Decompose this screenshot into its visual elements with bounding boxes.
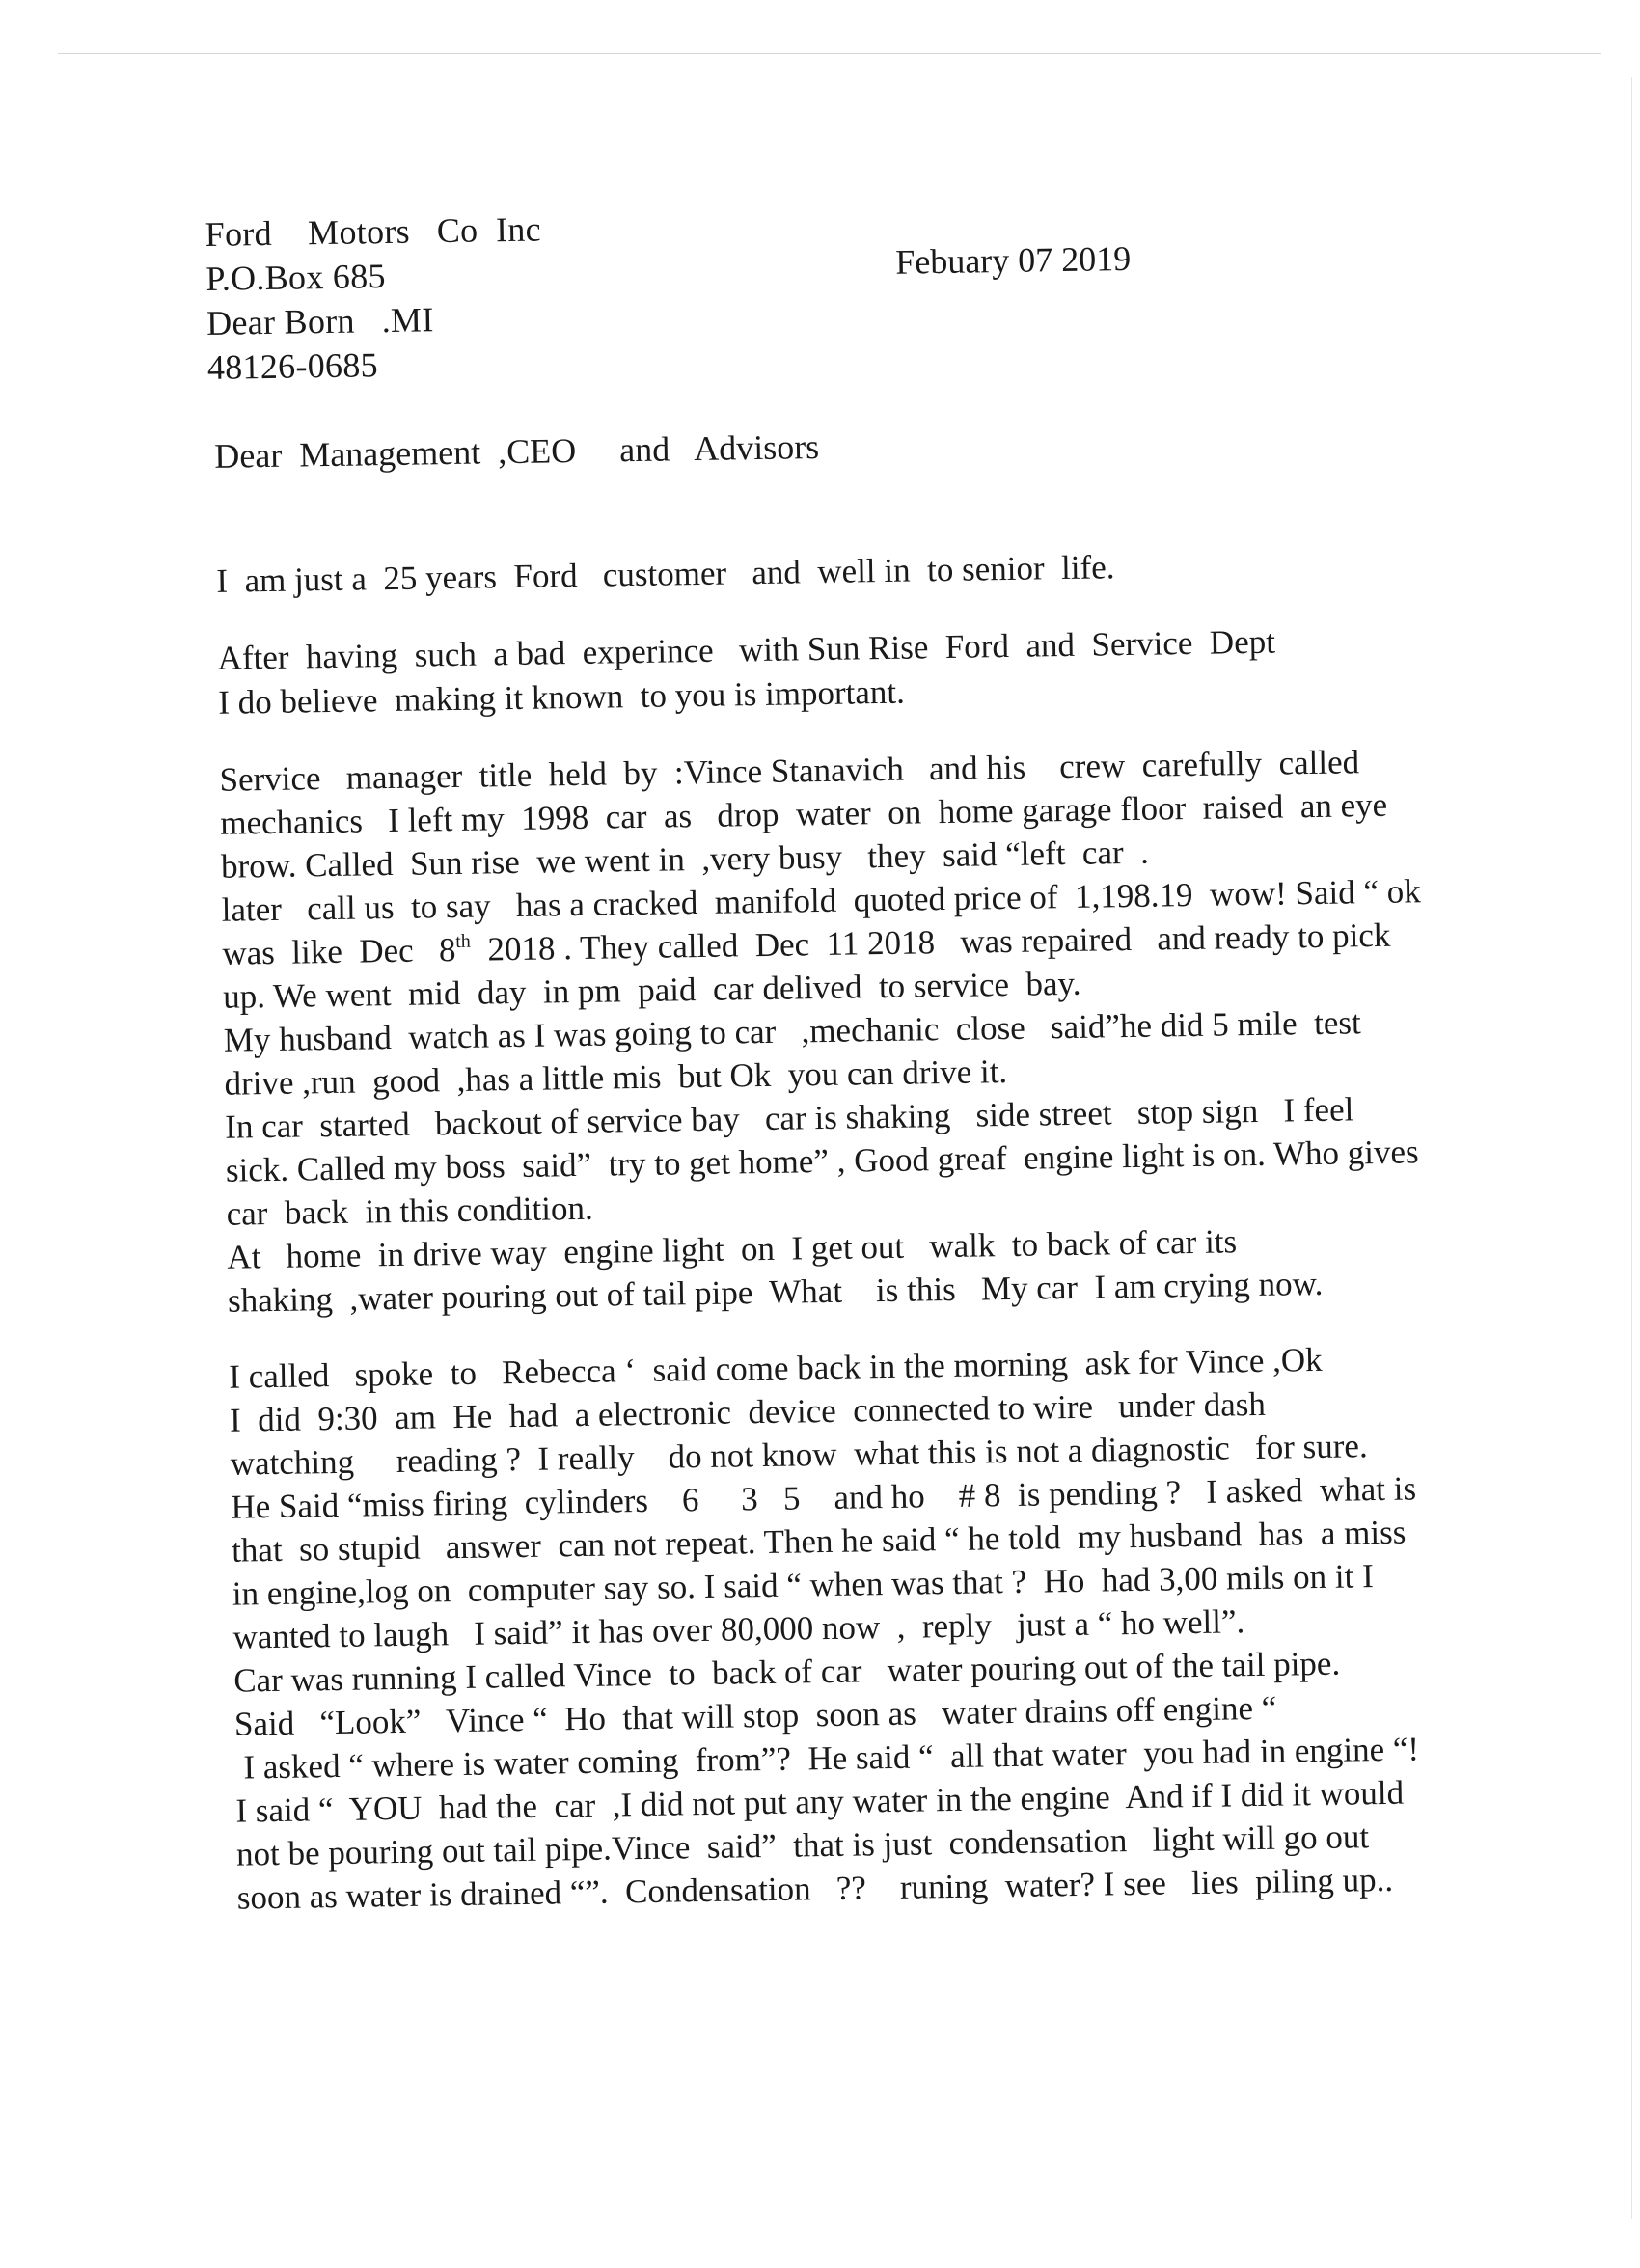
body-line: I said “ YOU had the car ,I did not put any water in the engine And if I did it would	[235, 1773, 1405, 1830]
body-line: brow. Called Sun rise we went in ,very busy they said “left car .	[220, 833, 1150, 886]
body-line: I am just a 25 years Ford customer and well in to senior life.	[216, 548, 1115, 600]
body-line: soon as water is drained “”. Condensation ?? runing water? I see lies piling up..	[236, 1860, 1394, 1917]
body-line: He Said “miss firing cylinders 6 3 5 and ho # 8 is pending ? I asked what is	[231, 1469, 1417, 1526]
letter-date: Febuary 07 2019	[894, 238, 1132, 282]
body-line: up. We went mid day in pm paid car delived to service bay.	[222, 964, 1081, 1016]
body-line: Said “Look” Vince “ Ho that will stop soon as water drains off engine “	[233, 1688, 1277, 1743]
paragraph-experience	[217, 615, 1588, 725]
body-line: in engine,log on computer say so. I said “ when was that ? Ho had 3,00 mils on it I	[232, 1557, 1375, 1613]
body-line: My husband watch as I was going to car ,mechanic close said”he did 5 mile test	[223, 1003, 1362, 1059]
body-line: watching reading ? I really do not know what this is not a diagnostic for sure.	[230, 1427, 1368, 1483]
recipient-address	[205, 206, 543, 389]
ordinal-suffix: th	[455, 930, 472, 952]
body-line: shaking ,water pouring out of tail pipe What is this My car I am crying now.	[227, 1264, 1324, 1320]
body-line-start: was like Dec 8	[222, 930, 456, 972]
address-line-po-box: P.O.Box 685	[205, 257, 387, 298]
body-line: not be pouring out tail pipe.Vince said” that is just condensation light will go out	[235, 1817, 1370, 1873]
letter-body	[216, 538, 1608, 1953]
body-line: I called spoke to Rebecca ‘ said come back in the morning ask for Vince ,Ok	[229, 1340, 1323, 1396]
body-line: Car was running I called Vince to back of car water pouring out of the tail pipe.	[232, 1644, 1341, 1700]
body-line: mechanics I left my 1998 car as drop water on home garage floor raised an eye	[220, 785, 1388, 842]
body-line: I did 9:30 am He had a electronic device connected to wire under dash	[229, 1384, 1267, 1439]
salutation: Dear Management ,CEO and Advisors	[214, 426, 820, 476]
body-line: In car started backout of service bay car is shaking side street stop sign I feel	[224, 1090, 1354, 1146]
address-line-company: Ford Motors Co Inc	[205, 209, 542, 254]
body-line: car back in this condition.	[226, 1189, 593, 1233]
body-line: I asked “ where is water coming from”? He said “ all that water you had in engine “!	[234, 1730, 1420, 1787]
address-line-city: Dear Born .MI	[205, 300, 434, 342]
body-line: After having such a bad experince with Sun Rise Ford and Service Dept	[217, 622, 1276, 677]
body-line: drive ,run good ,has a little mis but Ok you can drive it.	[224, 1052, 1008, 1103]
paragraph-service-story	[219, 736, 1598, 1322]
body-line-end: 2018 . They called Dec 11 2018 was repaired and ready to pick	[470, 915, 1391, 969]
address-line-zip: 48126-0685	[206, 345, 379, 387]
body-line: that so stupid answer can not repeat. Then he said “ he told my husband has a miss	[231, 1513, 1407, 1570]
paragraph-return-visit	[229, 1333, 1607, 1919]
body-line: At home in drive way engine light on I get out walk to back of car its	[227, 1222, 1238, 1276]
body-line: later call us to say has a cracked manifold quoted price of 1,198.19 wow! Said “ ok	[221, 872, 1422, 929]
body-line: Service manager title held by :Vince Stanavich and his crew carefully called	[219, 743, 1360, 799]
body-line: wanted to laugh I said” it has over 80,000 now , reply just a “ ho well”.	[232, 1602, 1245, 1656]
paragraph-intro	[216, 538, 1587, 604]
body-line: I do believe making it known to you is important.	[218, 672, 906, 722]
body-line: sick. Called my boss said” try to get home” , Good greaf engine light is on. Who gives	[225, 1133, 1419, 1189]
